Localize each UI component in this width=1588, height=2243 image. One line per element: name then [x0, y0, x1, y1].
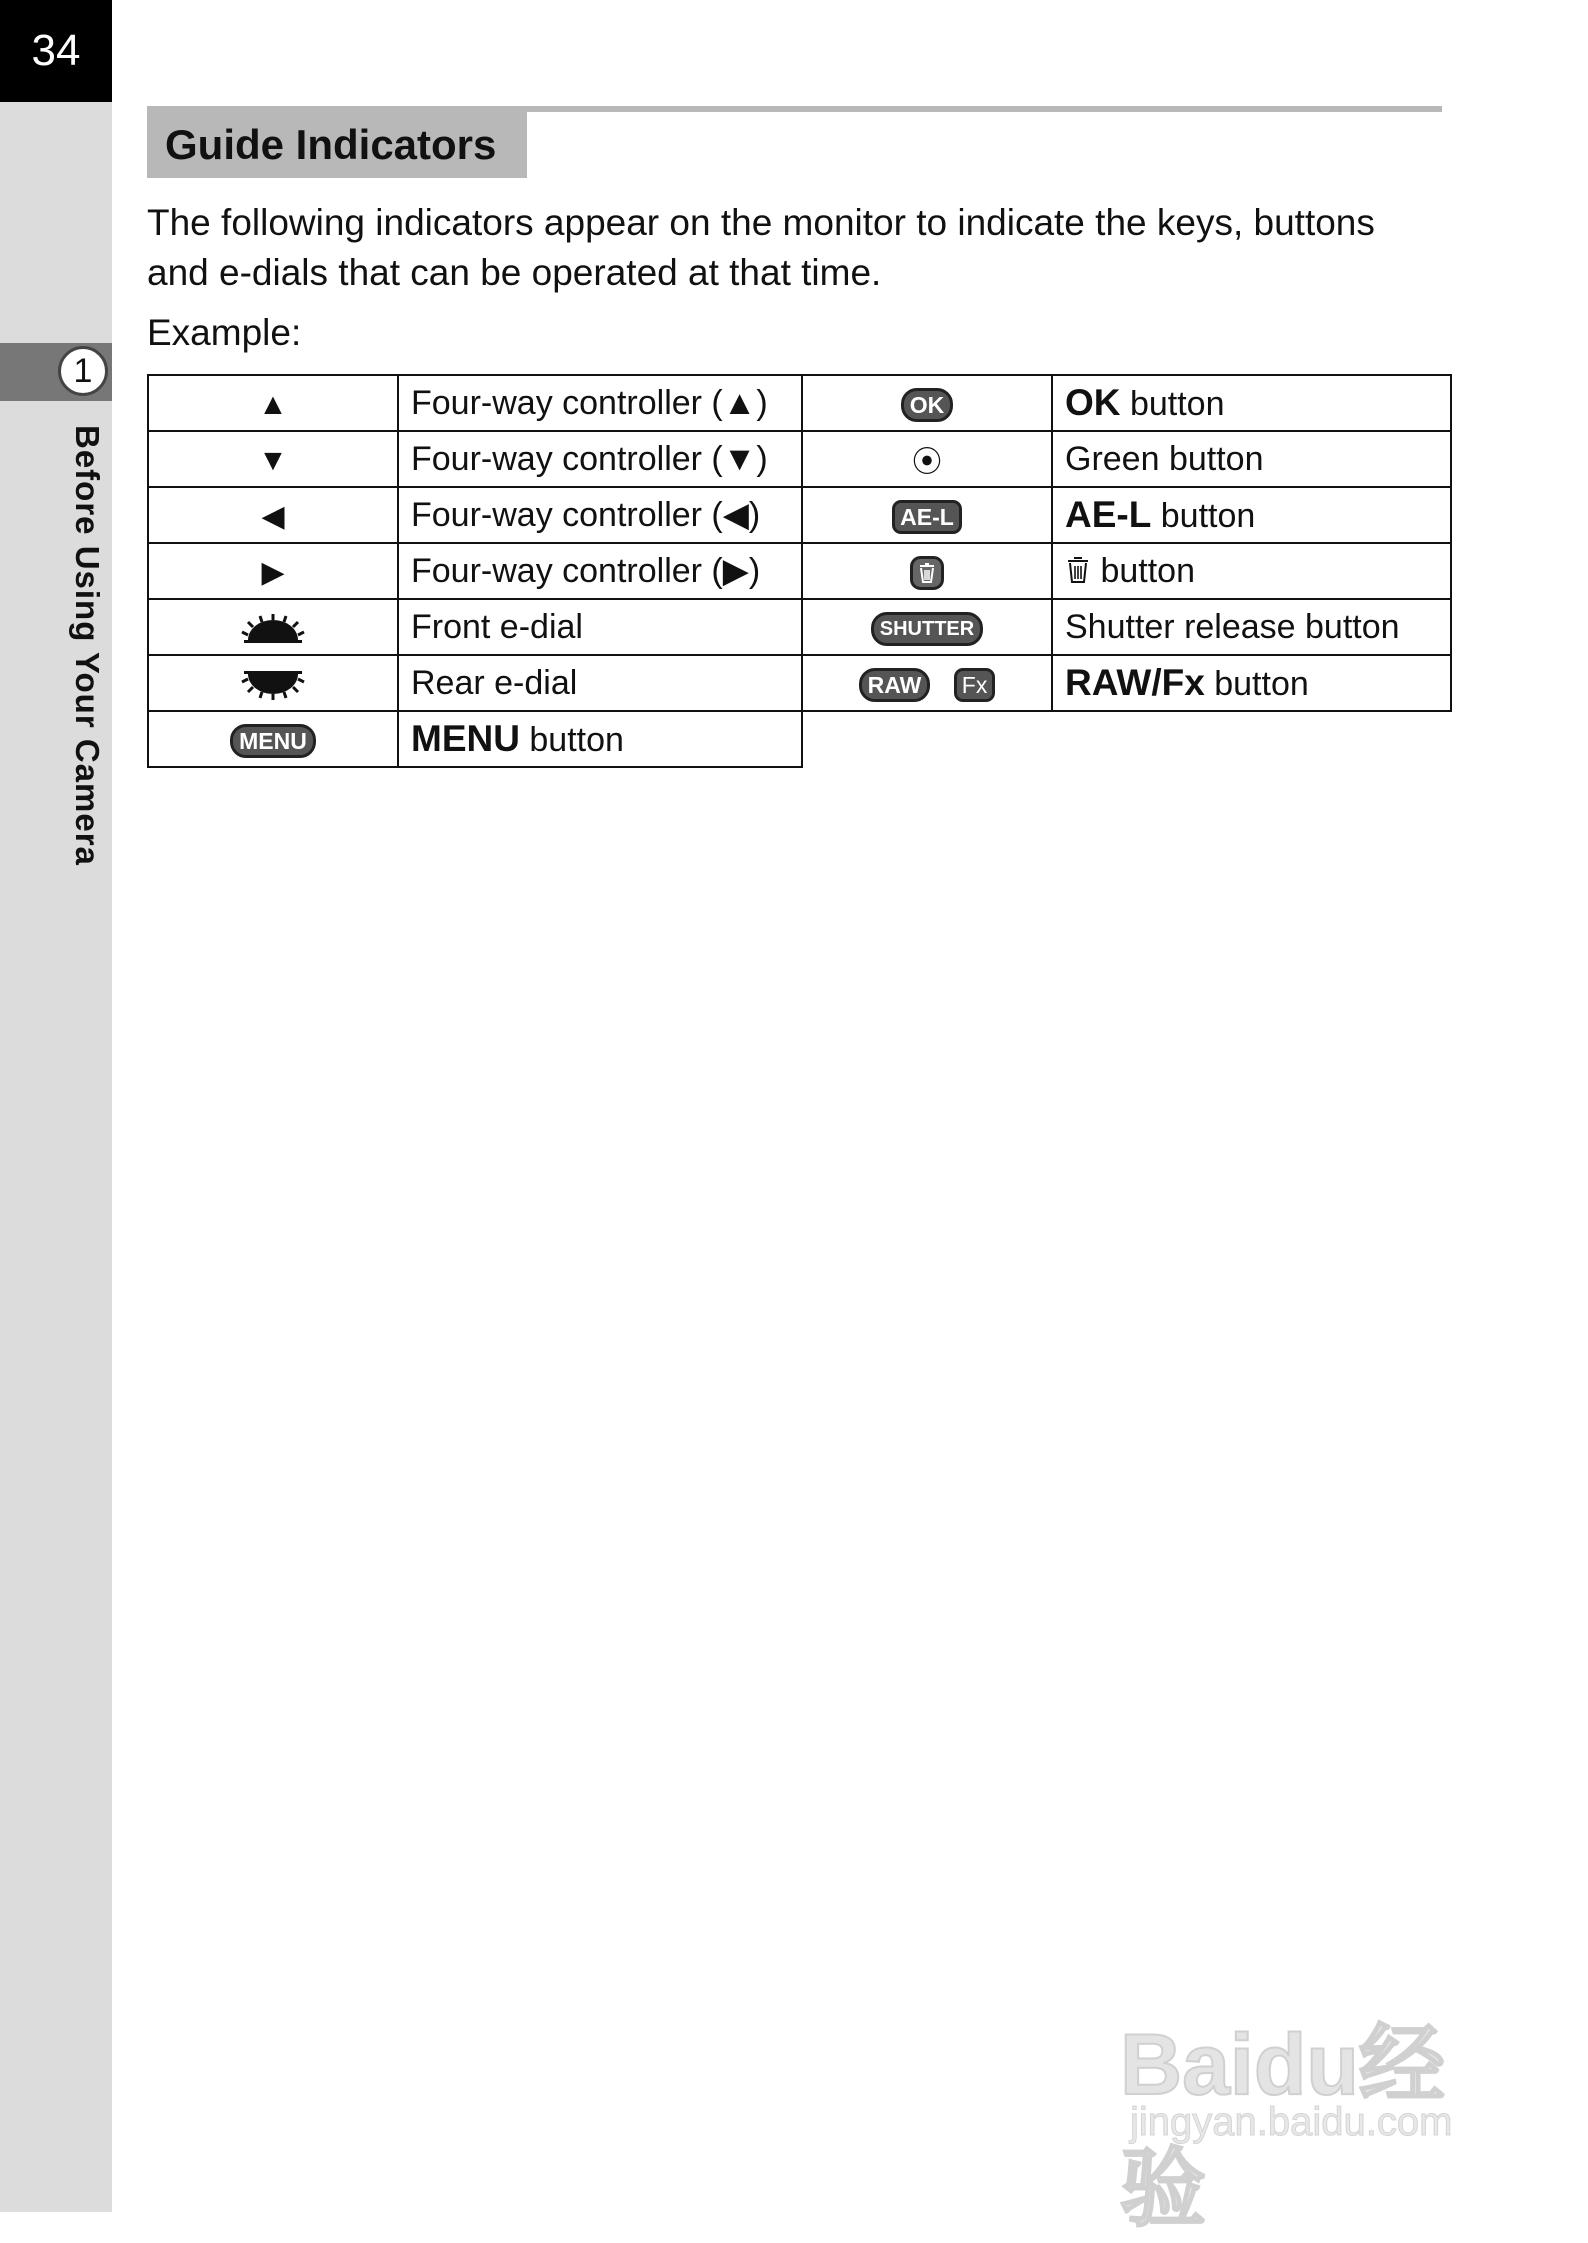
- table-row: [148, 375, 1451, 431]
- sidebar: [0, 0, 112, 2212]
- intro-paragraph: The following indicators appear on the monitor to indicate the keys, buttons and e-dials that can be operated at that time.: [147, 202, 1375, 293]
- table-cell: Shutter release button: [1052, 599, 1451, 655]
- table-cell: button: [1052, 543, 1451, 599]
- table-cell: Front e-dial: [398, 599, 802, 655]
- trash-icon: [1065, 555, 1091, 585]
- table-row: [148, 431, 1451, 487]
- table-cell: MENU button: [398, 711, 802, 767]
- chapter-number: 1: [58, 346, 108, 396]
- raw-fx-button-icon: RAW Fx: [802, 655, 1052, 711]
- table-cell: Rear e-dial: [398, 655, 802, 711]
- green-button-icon: ⦿: [802, 431, 1052, 487]
- watermark: [1120, 1975, 1520, 2237]
- ae-l-button-icon: AE-L: [802, 487, 1052, 543]
- front-e-dial-icon: [148, 599, 398, 655]
- arrow-up-icon: ▲: [148, 375, 398, 431]
- table-row: [148, 655, 1451, 711]
- page-number: 34: [0, 0, 112, 102]
- section-heading: Guide Indicators: [147, 112, 527, 178]
- delete-button-icon: [802, 543, 1052, 599]
- chapter-title: Before Using Your Camera: [69, 425, 106, 866]
- ok-button-icon: OK: [802, 375, 1052, 431]
- table-cell: Four-way controller (▼): [398, 431, 802, 487]
- empty-cell: [802, 711, 1052, 767]
- table-cell: OK button: [1052, 375, 1451, 431]
- table-cell: Green button: [1052, 431, 1451, 487]
- table-row: [148, 599, 1451, 655]
- arrow-right-icon: ▶: [148, 543, 398, 599]
- table-row: [148, 487, 1451, 543]
- arrow-left-icon: ◀: [148, 487, 398, 543]
- arrow-down-icon: ▼: [148, 431, 398, 487]
- guide-table: [147, 374, 1452, 768]
- table-cell: AE-L button: [1052, 487, 1451, 543]
- table-cell: Four-way controller (◀): [398, 487, 802, 543]
- watermark-url: jingyan.baidu.com: [1130, 2100, 1453, 2144]
- table-row: [148, 711, 1451, 767]
- shutter-button-icon: SHUTTER: [802, 599, 1052, 655]
- empty-cell: [1052, 711, 1451, 767]
- table-cell: Four-way controller (▲): [398, 375, 802, 431]
- table-row: [148, 543, 1451, 599]
- table-cell: Four-way controller (▶): [398, 543, 802, 599]
- watermark-logo: Baidu经验: [1120, 2017, 1445, 2237]
- example-label: Example:: [147, 312, 302, 353]
- menu-button-icon: MENU: [148, 711, 398, 767]
- rear-e-dial-icon: [148, 655, 398, 711]
- table-cell: RAW/Fx button: [1052, 655, 1451, 711]
